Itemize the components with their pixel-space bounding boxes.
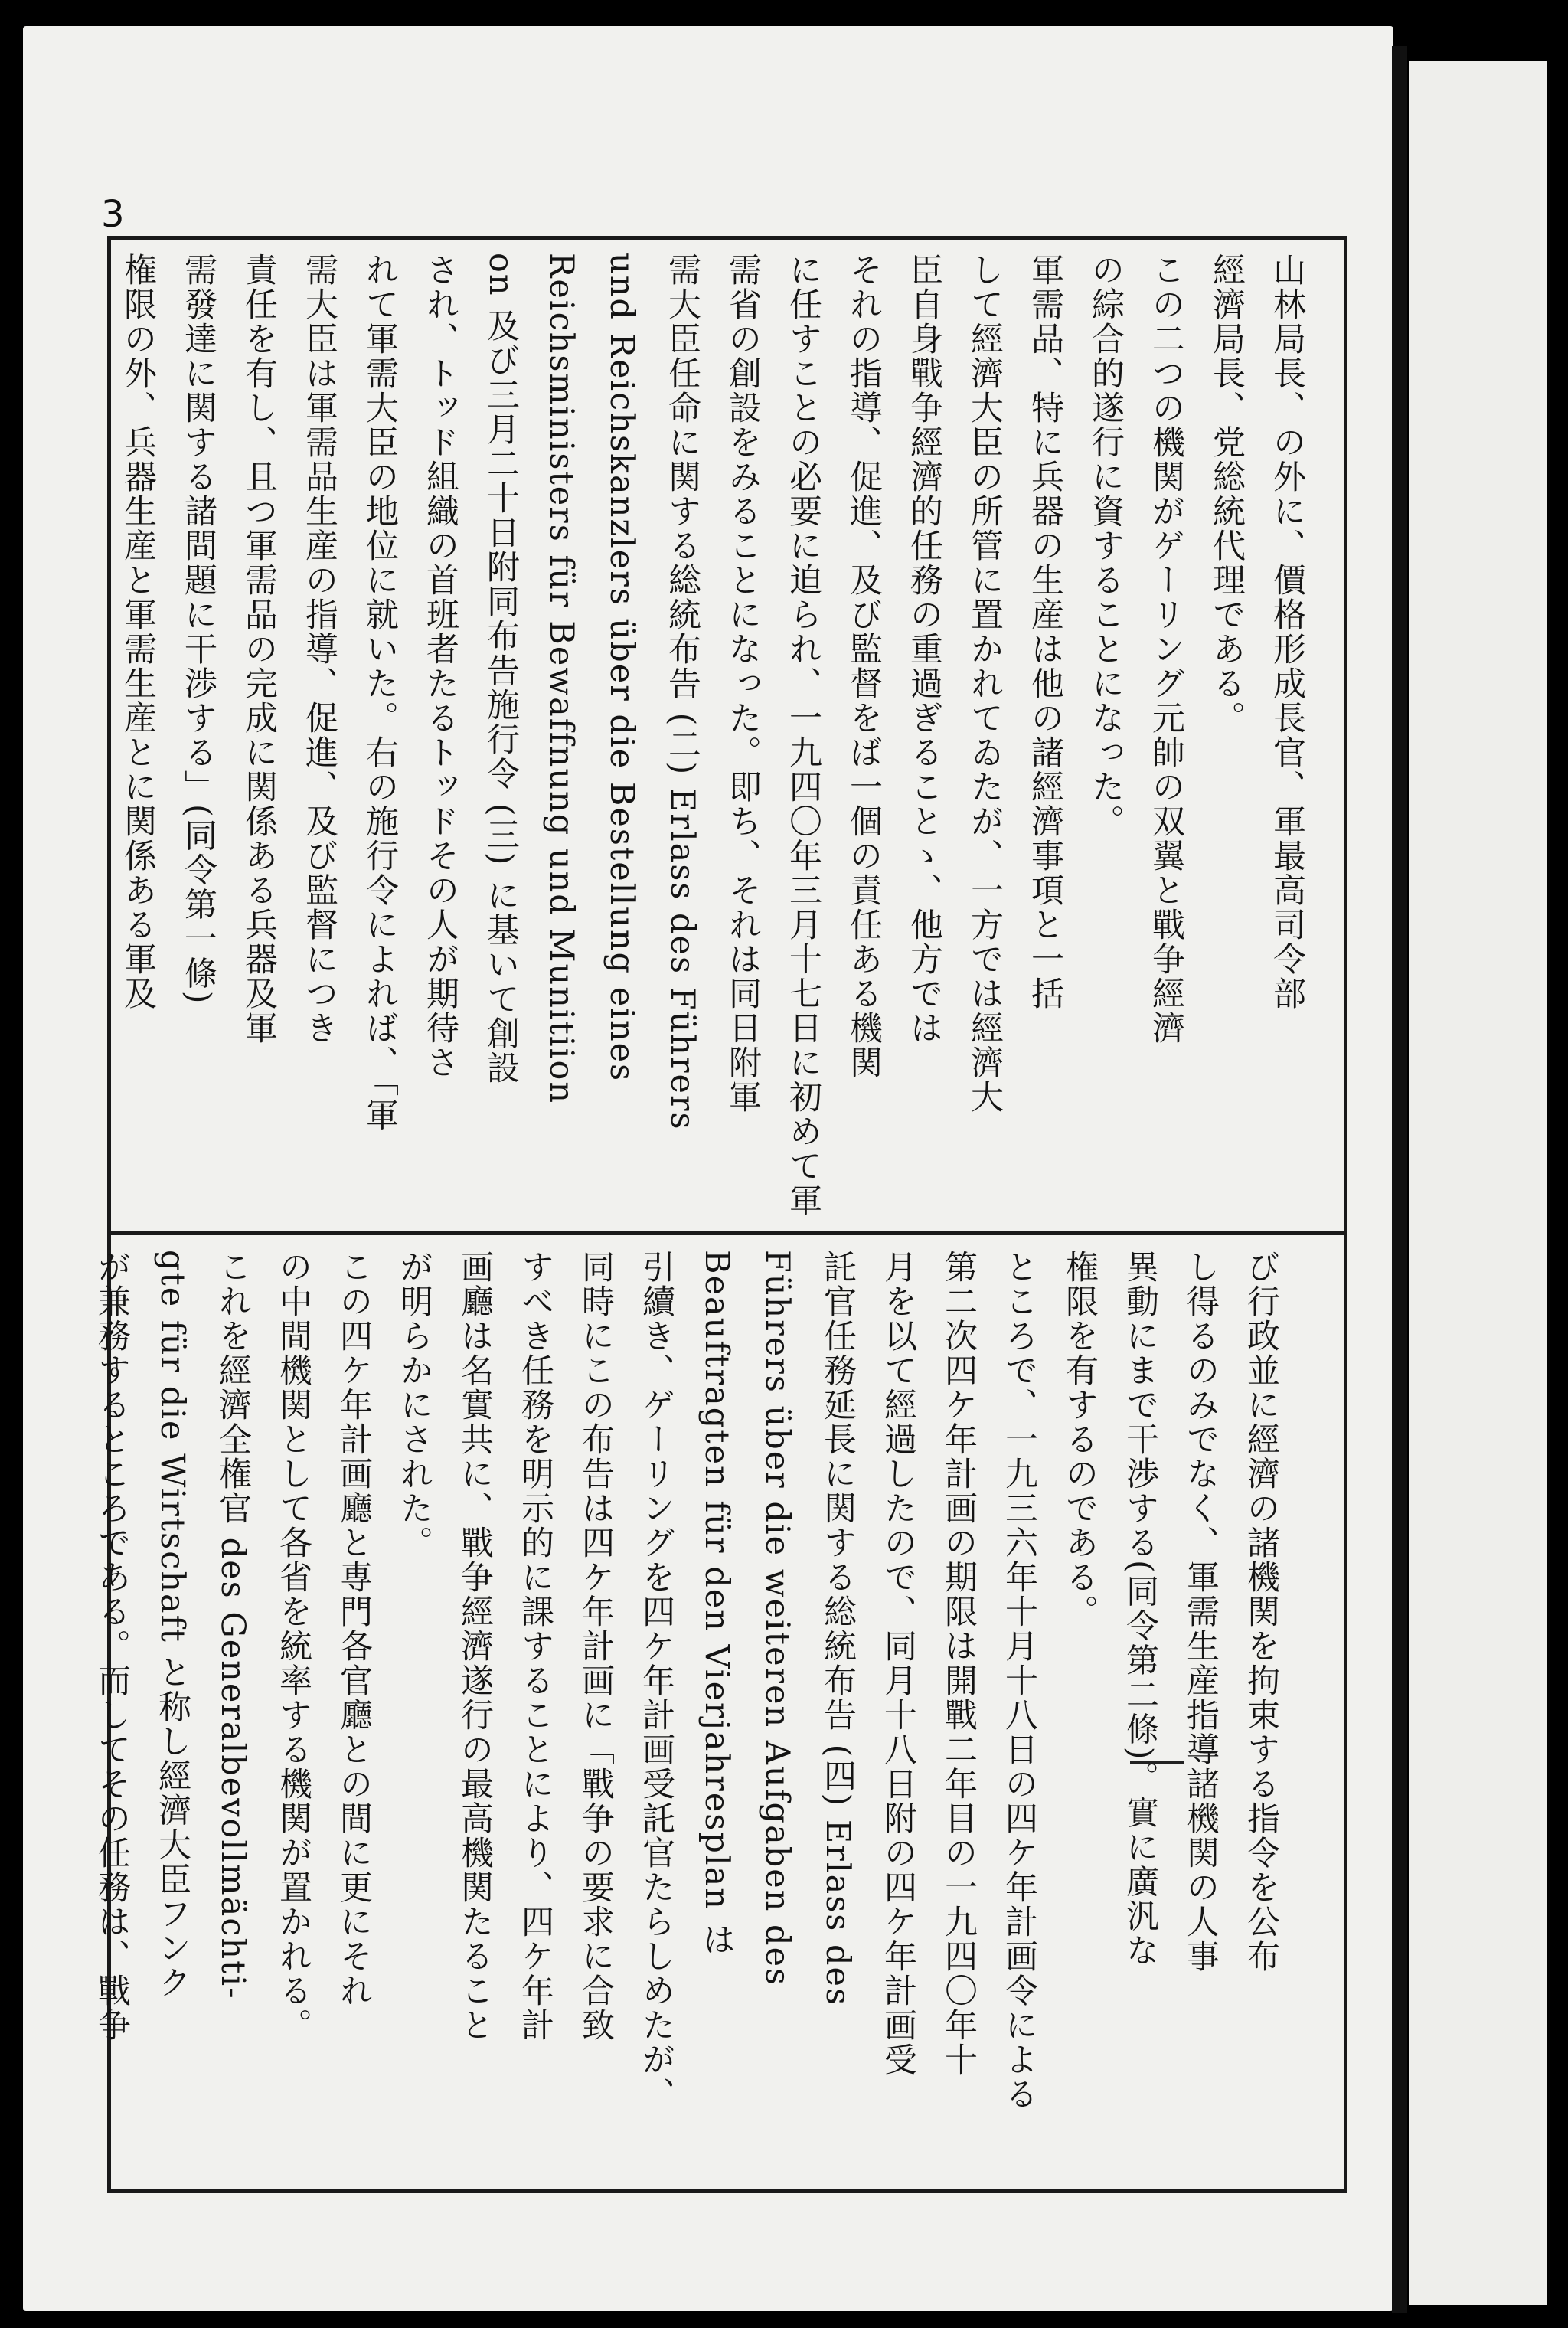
text-column: この四ケ年計画廳と専門各官廳との間に更にそれ — [335, 1250, 373, 2008]
text-column: 権限の外、兵器生産と軍需生産とに関係ある軍及 — [119, 253, 157, 1011]
text-column: 画廳は名實共に、戰争經濟遂行の最高機関たること — [456, 1250, 494, 2042]
text-column: Beauftragten für den Vierjahresplan は — [697, 1250, 736, 1957]
text-column: すべき任務を明示的に課することにより、四ケ年計 — [516, 1250, 554, 2042]
text-column: 需大臣任命に関する総統布告 (二) Erlass des Führers — [663, 253, 701, 1131]
page-number: 3 — [101, 193, 125, 236]
text-column: 同時にこの布告は四ケ年計画に「戰争の要求に合致 — [577, 1250, 615, 2042]
text-column: 権限を有するのである。 — [1060, 1250, 1099, 1629]
text-column: この二つの機関がゲーリング元帥の双翼と戰争經濟 — [1147, 253, 1185, 1045]
text-column: 第二次四ケ年計画の期限は開戰二年目の一九四〇年十 — [939, 1250, 978, 2077]
text-column: が明らかにされた。 — [395, 1250, 433, 1560]
text-column: の綜合的遂行に資することになった。 — [1086, 253, 1125, 839]
text-column: 責任を有し、且つ軍需品の完成に関係ある兵器及軍 — [240, 253, 278, 1045]
text-column: が兼務するところである。而してその任務は、戰争 — [93, 1250, 131, 2042]
text-column: 需大臣は軍需品生産の指導、促進、及び監督につき — [300, 253, 338, 1045]
adjacent-page-edge — [1409, 61, 1547, 2305]
text-column: し得るのみでなく、軍需生産指導諸機関の人事 — [1181, 1250, 1220, 1973]
text-column: の中間機関として各省を統率する機関が置かれる。 — [274, 1250, 312, 2042]
text-column: これを經濟全権官 des Generalbevollmächti- — [214, 1250, 252, 2000]
text-column: gte für die Wirtschaft と称し經濟大臣フンク — [153, 1250, 191, 2000]
text-column: び行政並に經濟の諸機関を拘束する指令を公布 — [1242, 1250, 1280, 1973]
text-column: 經濟局長、党総統代理である。 — [1207, 253, 1246, 735]
frame-divider — [107, 1231, 1348, 1235]
upper-text-block — [115, 253, 1340, 1219]
text-column: on 及び三月二十日附同布告施行令 (三) に基いて創設 — [482, 253, 520, 1086]
text-column: 託官任務延長に関する総統布告 (四) Erlass des — [818, 1250, 857, 2007]
text-column: Führers über die weiteren Aufgaben des — [758, 1250, 796, 1987]
text-column: 需發達に関する諸問題に干渉する」(同令第一條) — [179, 253, 217, 1005]
text-column: Reichsministers für Bewaffnung und Munitiion — [542, 253, 580, 1105]
text-column: 臣自身戰争經濟的任務の重過ぎることゝ、他方では — [905, 253, 943, 1045]
text-column: 月を以て經過したので、同月十八日附の四ケ年計画受 — [879, 1250, 917, 2077]
binding-edge — [1392, 46, 1407, 2313]
text-column: ところで、一九三六年十月十八日の四ケ年計画令による — [1000, 1250, 1038, 2111]
text-column: に任すことの必要に迫られ、一九四〇年三月十七日に初めて軍 — [784, 253, 822, 1218]
text-column: れて軍需大臣の地位に就いた。右の施行令によれば、「軍 — [361, 253, 399, 1133]
text-column: それの指導、促進、及び監督をば一個の責任ある機関 — [844, 253, 883, 1080]
text-column: 山林局長、の外に、價格形成長官、軍最高司令部 — [1268, 253, 1306, 1011]
text-column: 異動にまで干渉する(同令第二條)。實に廣汎な — [1121, 1250, 1159, 1968]
text-column: 需省の創設をみることになった。即ち、それは同日附軍 — [724, 253, 762, 1114]
text-column: され、トッド組織の首班者たるトッドその人が期待さ — [421, 253, 459, 1080]
text-column: 軍需品、特に兵器の生産は他の諸經濟事項と一括 — [1026, 253, 1064, 1011]
lower-text-block — [93, 1250, 1340, 2176]
text-column: und Reichskanzlers über die Bestellung eines — [603, 253, 641, 1083]
text-column: 引續き、ゲーリングを四ケ年計画受託官たらしめたが、 — [637, 1250, 675, 2111]
text-column: して經濟大臣の所管に置かれてゐたが、一方では經濟大 — [965, 253, 1004, 1114]
